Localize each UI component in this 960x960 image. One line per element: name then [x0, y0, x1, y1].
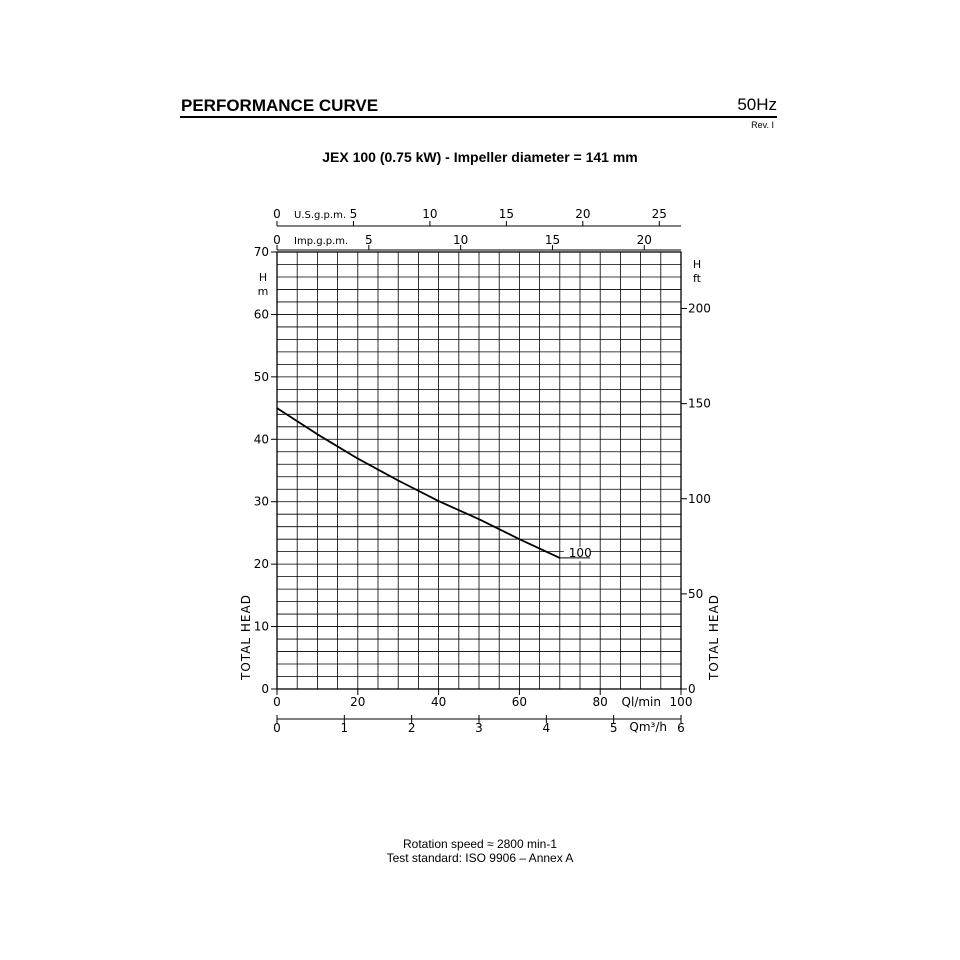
x2-tick-label: 1	[340, 721, 349, 735]
y-axis-unit-left: m	[257, 285, 269, 298]
total-head-label-right: TOTAL HEAD	[707, 594, 721, 680]
x2-tick-label: 4	[542, 721, 551, 735]
top-tick-label: 5	[349, 207, 358, 221]
page-title: PERFORMANCE CURVE	[181, 96, 379, 115]
y2-tick-label: 50	[688, 586, 704, 601]
top2-tick-label: 20	[636, 233, 652, 247]
test-standard-note: Test standard: ISO 9906 – Annex A	[386, 851, 574, 865]
rotation-speed-note: Rotation speed ≈ 2800 min-1	[402, 837, 557, 851]
y2-axis-unit-right: ft	[693, 272, 701, 285]
x2-tick-label: 5	[609, 721, 618, 735]
top2-tick-label: 10	[452, 233, 469, 247]
x2-tick-label: 0	[273, 721, 281, 735]
y-tick-label: 50	[253, 369, 269, 384]
chart-title: JEX 100 (0.75 kW) - Impeller diameter = 141 mm	[322, 149, 638, 165]
x2-tick-label: 3	[475, 721, 483, 735]
y-axis-label-h-left: H	[258, 271, 268, 284]
y2-axis-label-h-right: H	[692, 258, 702, 271]
x-tick-label: 0	[273, 695, 281, 709]
top-tick-label: 20	[575, 207, 591, 221]
top-tick-label: 15	[498, 207, 515, 221]
x-tick-label: 100	[669, 695, 693, 709]
top-tick-label: 0	[273, 207, 281, 221]
top2-tick-label: 0	[273, 233, 281, 247]
top2-tick-label: 15	[544, 233, 561, 247]
x-axis-label-m3h: Qm³/h	[629, 720, 667, 734]
top2-tick-label: 5	[364, 233, 373, 247]
x-axis-label-lmin: Ql/min	[621, 695, 661, 709]
y-tick-label: 0	[261, 682, 269, 696]
grid-lines	[277, 252, 681, 689]
y2-tick-label: 100	[688, 491, 711, 506]
y-tick-label: 40	[253, 432, 269, 447]
total-head-label-left: TOTAL HEAD	[239, 594, 253, 680]
y2-tick-label: 200	[688, 301, 711, 316]
y-tick-label: 20	[253, 557, 269, 572]
top-tick-label: 25	[651, 207, 667, 221]
y2-tick-label: 0	[688, 682, 696, 696]
revision-label: Rev. I	[751, 120, 774, 130]
x-tick-label: 40	[430, 695, 447, 709]
y2-tick-label: 150	[688, 396, 711, 411]
top-tick-label: 10	[422, 207, 438, 221]
top-axis-label-usgpm: U.S.g.p.m.	[294, 210, 346, 221]
series-label: 100	[568, 545, 592, 560]
y-tick-label: 30	[253, 494, 269, 509]
x2-tick-label: 2	[407, 721, 416, 735]
y-tick-label: 60	[253, 307, 269, 322]
y-tick-label: 10	[253, 619, 269, 634]
x-tick-label: 80	[592, 695, 608, 709]
x2-tick-label: 6	[677, 721, 685, 735]
y-tick-label: 70	[253, 245, 269, 259]
footer-notes	[0, 837, 960, 865]
frequency-label: 50Hz	[737, 95, 777, 114]
top-axis-label-impgpm: Imp.g.p.m.	[294, 236, 349, 247]
x-tick-label: 20	[350, 695, 366, 709]
x-tick-label: 60	[511, 695, 528, 709]
